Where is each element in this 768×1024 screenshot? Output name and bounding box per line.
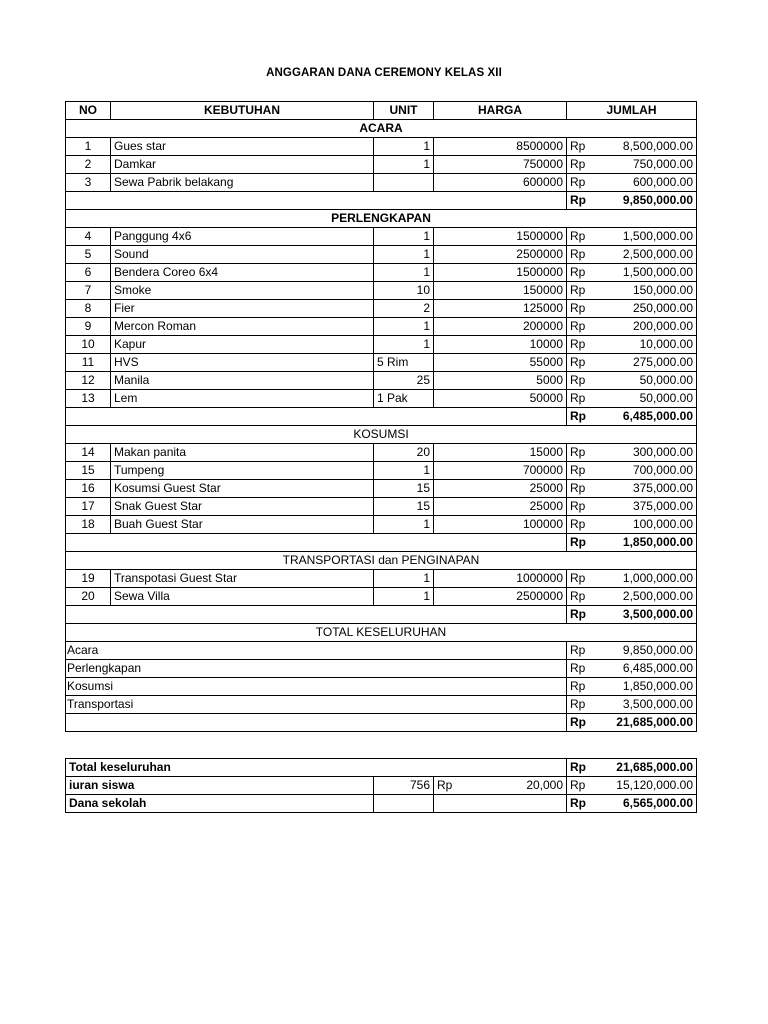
summary-total-row [66, 759, 697, 777]
budget-table [65, 101, 697, 732]
currency-label: Rp [567, 588, 597, 606]
total-amount: 9,850,000.00 [597, 642, 697, 660]
header-harga: HARGA [434, 102, 567, 120]
summary-iuran-count: 756 [374, 777, 434, 795]
currency-label: Rp [567, 192, 597, 210]
item-unit: 1 [374, 462, 434, 480]
item-harga: 2500000 [434, 246, 567, 264]
currency-label: Rp [567, 300, 597, 318]
item-kebutuhan: Damkar [111, 156, 374, 174]
item-jumlah: 300,000.00 [597, 444, 697, 462]
item-harga: 700000 [434, 462, 567, 480]
total-label: Perlengkapan [66, 660, 567, 678]
subtotal-row [66, 606, 697, 624]
item-no: 3 [66, 174, 111, 192]
item-kebutuhan: Sewa Villa [111, 588, 374, 606]
summary-dana-row [66, 795, 697, 813]
item-harga: 10000 [434, 336, 567, 354]
item-no: 18 [66, 516, 111, 534]
item-jumlah: 1,000,000.00 [597, 570, 697, 588]
item-unit: 25 [374, 372, 434, 390]
subtotal-spacer [66, 192, 567, 210]
currency-label: Rp [567, 390, 597, 408]
item-harga: 2500000 [434, 588, 567, 606]
document-title: ANGGARAN DANA CEREMONY KELAS XII [266, 67, 502, 79]
summary-dana-label: Dana sekolah [66, 795, 374, 813]
item-no: 15 [66, 462, 111, 480]
item-kebutuhan: Makan panita [111, 444, 374, 462]
summary-iuran-price [434, 777, 567, 795]
grand-total-spacer [66, 714, 567, 732]
item-kebutuhan: Fier [111, 300, 374, 318]
currency-label: Rp [567, 138, 597, 156]
currency-label: Rp [567, 678, 597, 696]
currency-label: Rp [567, 282, 597, 300]
summary-iuran-per: 20,000 [526, 778, 564, 792]
currency-label: Rp [567, 570, 597, 588]
item-unit: 10 [374, 282, 434, 300]
section-title: ACARA [66, 120, 697, 138]
item-no: 8 [66, 300, 111, 318]
item-harga: 55000 [434, 354, 567, 372]
item-no: 2 [66, 156, 111, 174]
item-jumlah: 375,000.00 [597, 480, 697, 498]
currency-label: Rp [567, 714, 597, 732]
item-jumlah: 275,000.00 [597, 354, 697, 372]
header-jumlah: JUMLAH [567, 102, 697, 120]
item-harga: 150000 [434, 282, 567, 300]
item-harga: 5000 [434, 372, 567, 390]
grand-total-amount: 21,685,000.00 [597, 714, 697, 732]
table-row [66, 462, 697, 480]
currency-label: Rp [567, 444, 597, 462]
summary-total-amount: 21,685,000.00 [597, 759, 697, 777]
subtotal-spacer [66, 534, 567, 552]
currency-label: Rp [567, 759, 597, 777]
item-jumlah: 100,000.00 [597, 516, 697, 534]
item-unit: 2 [374, 300, 434, 318]
subtotal-row [66, 192, 697, 210]
summary-iuran-label: iuran siswa [66, 777, 374, 795]
item-unit: 1 [374, 516, 434, 534]
total-label: Transportasi [66, 696, 567, 714]
item-kebutuhan: Kosumsi Guest Star [111, 480, 374, 498]
item-kebutuhan: Mercon Roman [111, 318, 374, 336]
item-jumlah: 50,000.00 [597, 372, 697, 390]
section-header-row [66, 552, 697, 570]
item-unit: 1 [374, 336, 434, 354]
currency-label: Rp [567, 246, 597, 264]
section-title: TRANSPORTASI dan PENGINAPAN [66, 552, 697, 570]
summary-iuran-row [66, 777, 697, 795]
summary-iuran-amount: 15,120,000.00 [597, 777, 697, 795]
item-kebutuhan: Panggung 4x6 [111, 228, 374, 246]
currency-label: Rp [567, 642, 597, 660]
table-header-row [66, 102, 697, 120]
total-row [66, 642, 697, 660]
item-unit: 1 [374, 570, 434, 588]
item-harga: 200000 [434, 318, 567, 336]
header-kebutuhan: KEBUTUHAN [111, 102, 374, 120]
summary-table [65, 758, 697, 813]
currency-label: Rp [567, 534, 597, 552]
total-label: Acara [66, 642, 567, 660]
item-jumlah: 2,500,000.00 [597, 246, 697, 264]
item-harga: 1500000 [434, 228, 567, 246]
item-harga: 8500000 [434, 138, 567, 156]
header-no: NO [66, 102, 111, 120]
currency-label: Rp [567, 795, 597, 813]
item-no: 1 [66, 138, 111, 156]
item-kebutuhan: Lem [111, 390, 374, 408]
table-row [66, 444, 697, 462]
total-label: Kosumsi [66, 678, 567, 696]
item-no: 7 [66, 282, 111, 300]
total-amount: 6,485,000.00 [597, 660, 697, 678]
item-kebutuhan: Bendera Coreo 6x4 [111, 264, 374, 282]
item-jumlah: 1,500,000.00 [597, 228, 697, 246]
item-kebutuhan: Transpotasi Guest Star [111, 570, 374, 588]
section-header-row [66, 120, 697, 138]
item-kebutuhan: Smoke [111, 282, 374, 300]
subtotal-spacer [66, 606, 567, 624]
currency-label: Rp [567, 498, 597, 516]
item-harga: 50000 [434, 390, 567, 408]
item-jumlah: 50,000.00 [597, 390, 697, 408]
table-row [66, 246, 697, 264]
item-jumlah: 10,000.00 [597, 336, 697, 354]
item-kebutuhan: Manila [111, 372, 374, 390]
subtotal-amount: 1,850,000.00 [597, 534, 697, 552]
table-row [66, 300, 697, 318]
item-no: 5 [66, 246, 111, 264]
item-harga: 750000 [434, 156, 567, 174]
table-row [66, 570, 697, 588]
item-jumlah: 375,000.00 [597, 498, 697, 516]
item-no: 13 [66, 390, 111, 408]
item-harga: 1000000 [434, 570, 567, 588]
currency-label: Rp [567, 660, 597, 678]
currency-label: Rp [567, 462, 597, 480]
item-no: 11 [66, 354, 111, 372]
item-jumlah: 8,500,000.00 [597, 138, 697, 156]
total-section-title: TOTAL KESELURUHAN [66, 624, 697, 642]
item-unit: 1 [374, 138, 434, 156]
table-row [66, 390, 697, 408]
table-row [66, 228, 697, 246]
currency-label: Rp [567, 318, 597, 336]
currency-label: Rp [567, 480, 597, 498]
currency-label: Rp [567, 372, 597, 390]
table-row [66, 264, 697, 282]
item-no: 12 [66, 372, 111, 390]
item-kebutuhan: Gues star [111, 138, 374, 156]
item-jumlah: 1,500,000.00 [597, 264, 697, 282]
item-kebutuhan: Buah Guest Star [111, 516, 374, 534]
item-kebutuhan: HVS [111, 354, 374, 372]
item-jumlah: 250,000.00 [597, 300, 697, 318]
table-row [66, 498, 697, 516]
table-row [66, 138, 697, 156]
currency-label: Rp [567, 408, 597, 426]
total-row [66, 696, 697, 714]
item-no: 20 [66, 588, 111, 606]
table-row [66, 156, 697, 174]
item-kebutuhan: Kapur [111, 336, 374, 354]
item-harga: 600000 [434, 174, 567, 192]
currency-label: Rp [567, 696, 597, 714]
table-row [66, 174, 697, 192]
item-no: 17 [66, 498, 111, 516]
currency-label: Rp [567, 606, 597, 624]
total-row [66, 660, 697, 678]
summary-total-label: Total keseluruhan [66, 759, 567, 777]
subtotal-amount: 9,850,000.00 [597, 192, 697, 210]
table-row [66, 282, 697, 300]
item-jumlah: 600,000.00 [597, 174, 697, 192]
subtotal-row [66, 408, 697, 426]
grand-total-row [66, 714, 697, 732]
table-row [66, 336, 697, 354]
item-unit: 1 [374, 228, 434, 246]
total-amount: 3,500,000.00 [597, 696, 697, 714]
item-harga: 100000 [434, 516, 567, 534]
item-kebutuhan: Sewa Pabrik belakang [111, 174, 374, 192]
currency-label: Rp [567, 777, 597, 795]
item-kebutuhan: Sound [111, 246, 374, 264]
table-row [66, 480, 697, 498]
table-row [66, 588, 697, 606]
subtotal-amount: 3,500,000.00 [597, 606, 697, 624]
subtotal-amount: 6,485,000.00 [597, 408, 697, 426]
currency-label: Rp [567, 354, 597, 372]
item-unit: 5 Rim [374, 354, 434, 372]
section-header-row [66, 210, 697, 228]
item-jumlah: 2,500,000.00 [597, 588, 697, 606]
item-jumlah: 200,000.00 [597, 318, 697, 336]
section-header-row [66, 426, 697, 444]
item-no: 16 [66, 480, 111, 498]
item-harga: 25000 [434, 498, 567, 516]
currency-label: Rp [567, 516, 597, 534]
item-no: 9 [66, 318, 111, 336]
item-no: 10 [66, 336, 111, 354]
item-kebutuhan: Snak Guest Star [111, 498, 374, 516]
item-unit: 1 [374, 156, 434, 174]
total-amount: 1,850,000.00 [597, 678, 697, 696]
item-unit: 15 [374, 480, 434, 498]
item-unit: 1 [374, 264, 434, 282]
section-title: KOSUMSI [66, 426, 697, 444]
summary-dana-amount: 6,565,000.00 [597, 795, 697, 813]
item-jumlah: 750,000.00 [597, 156, 697, 174]
subtotal-row [66, 534, 697, 552]
item-unit: 1 [374, 588, 434, 606]
empty-cell [434, 795, 567, 813]
item-unit: 1 Pak [374, 390, 434, 408]
total-section-header-row [66, 624, 697, 642]
currency-label: Rp [567, 228, 597, 246]
summary-iuran-rp: Rp [437, 778, 453, 792]
item-harga: 1500000 [434, 264, 567, 282]
table-row [66, 372, 697, 390]
table-row [66, 318, 697, 336]
item-no: 6 [66, 264, 111, 282]
item-jumlah: 150,000.00 [597, 282, 697, 300]
currency-label: Rp [567, 264, 597, 282]
currency-label: Rp [567, 174, 597, 192]
total-row [66, 678, 697, 696]
item-kebutuhan: Tumpeng [111, 462, 374, 480]
item-jumlah: 700,000.00 [597, 462, 697, 480]
item-unit: 20 [374, 444, 434, 462]
empty-cell [374, 795, 434, 813]
section-title: PERLENGKAPAN [66, 210, 697, 228]
item-harga: 125000 [434, 300, 567, 318]
item-harga: 15000 [434, 444, 567, 462]
table-row [66, 516, 697, 534]
item-unit: 1 [374, 246, 434, 264]
header-unit: UNIT [374, 102, 434, 120]
item-no: 14 [66, 444, 111, 462]
item-unit: 1 [374, 318, 434, 336]
item-no: 4 [66, 228, 111, 246]
table-row [66, 354, 697, 372]
item-harga: 25000 [434, 480, 567, 498]
currency-label: Rp [567, 156, 597, 174]
item-unit [374, 174, 434, 192]
item-no: 19 [66, 570, 111, 588]
subtotal-spacer [66, 408, 567, 426]
item-unit: 15 [374, 498, 434, 516]
currency-label: Rp [567, 336, 597, 354]
